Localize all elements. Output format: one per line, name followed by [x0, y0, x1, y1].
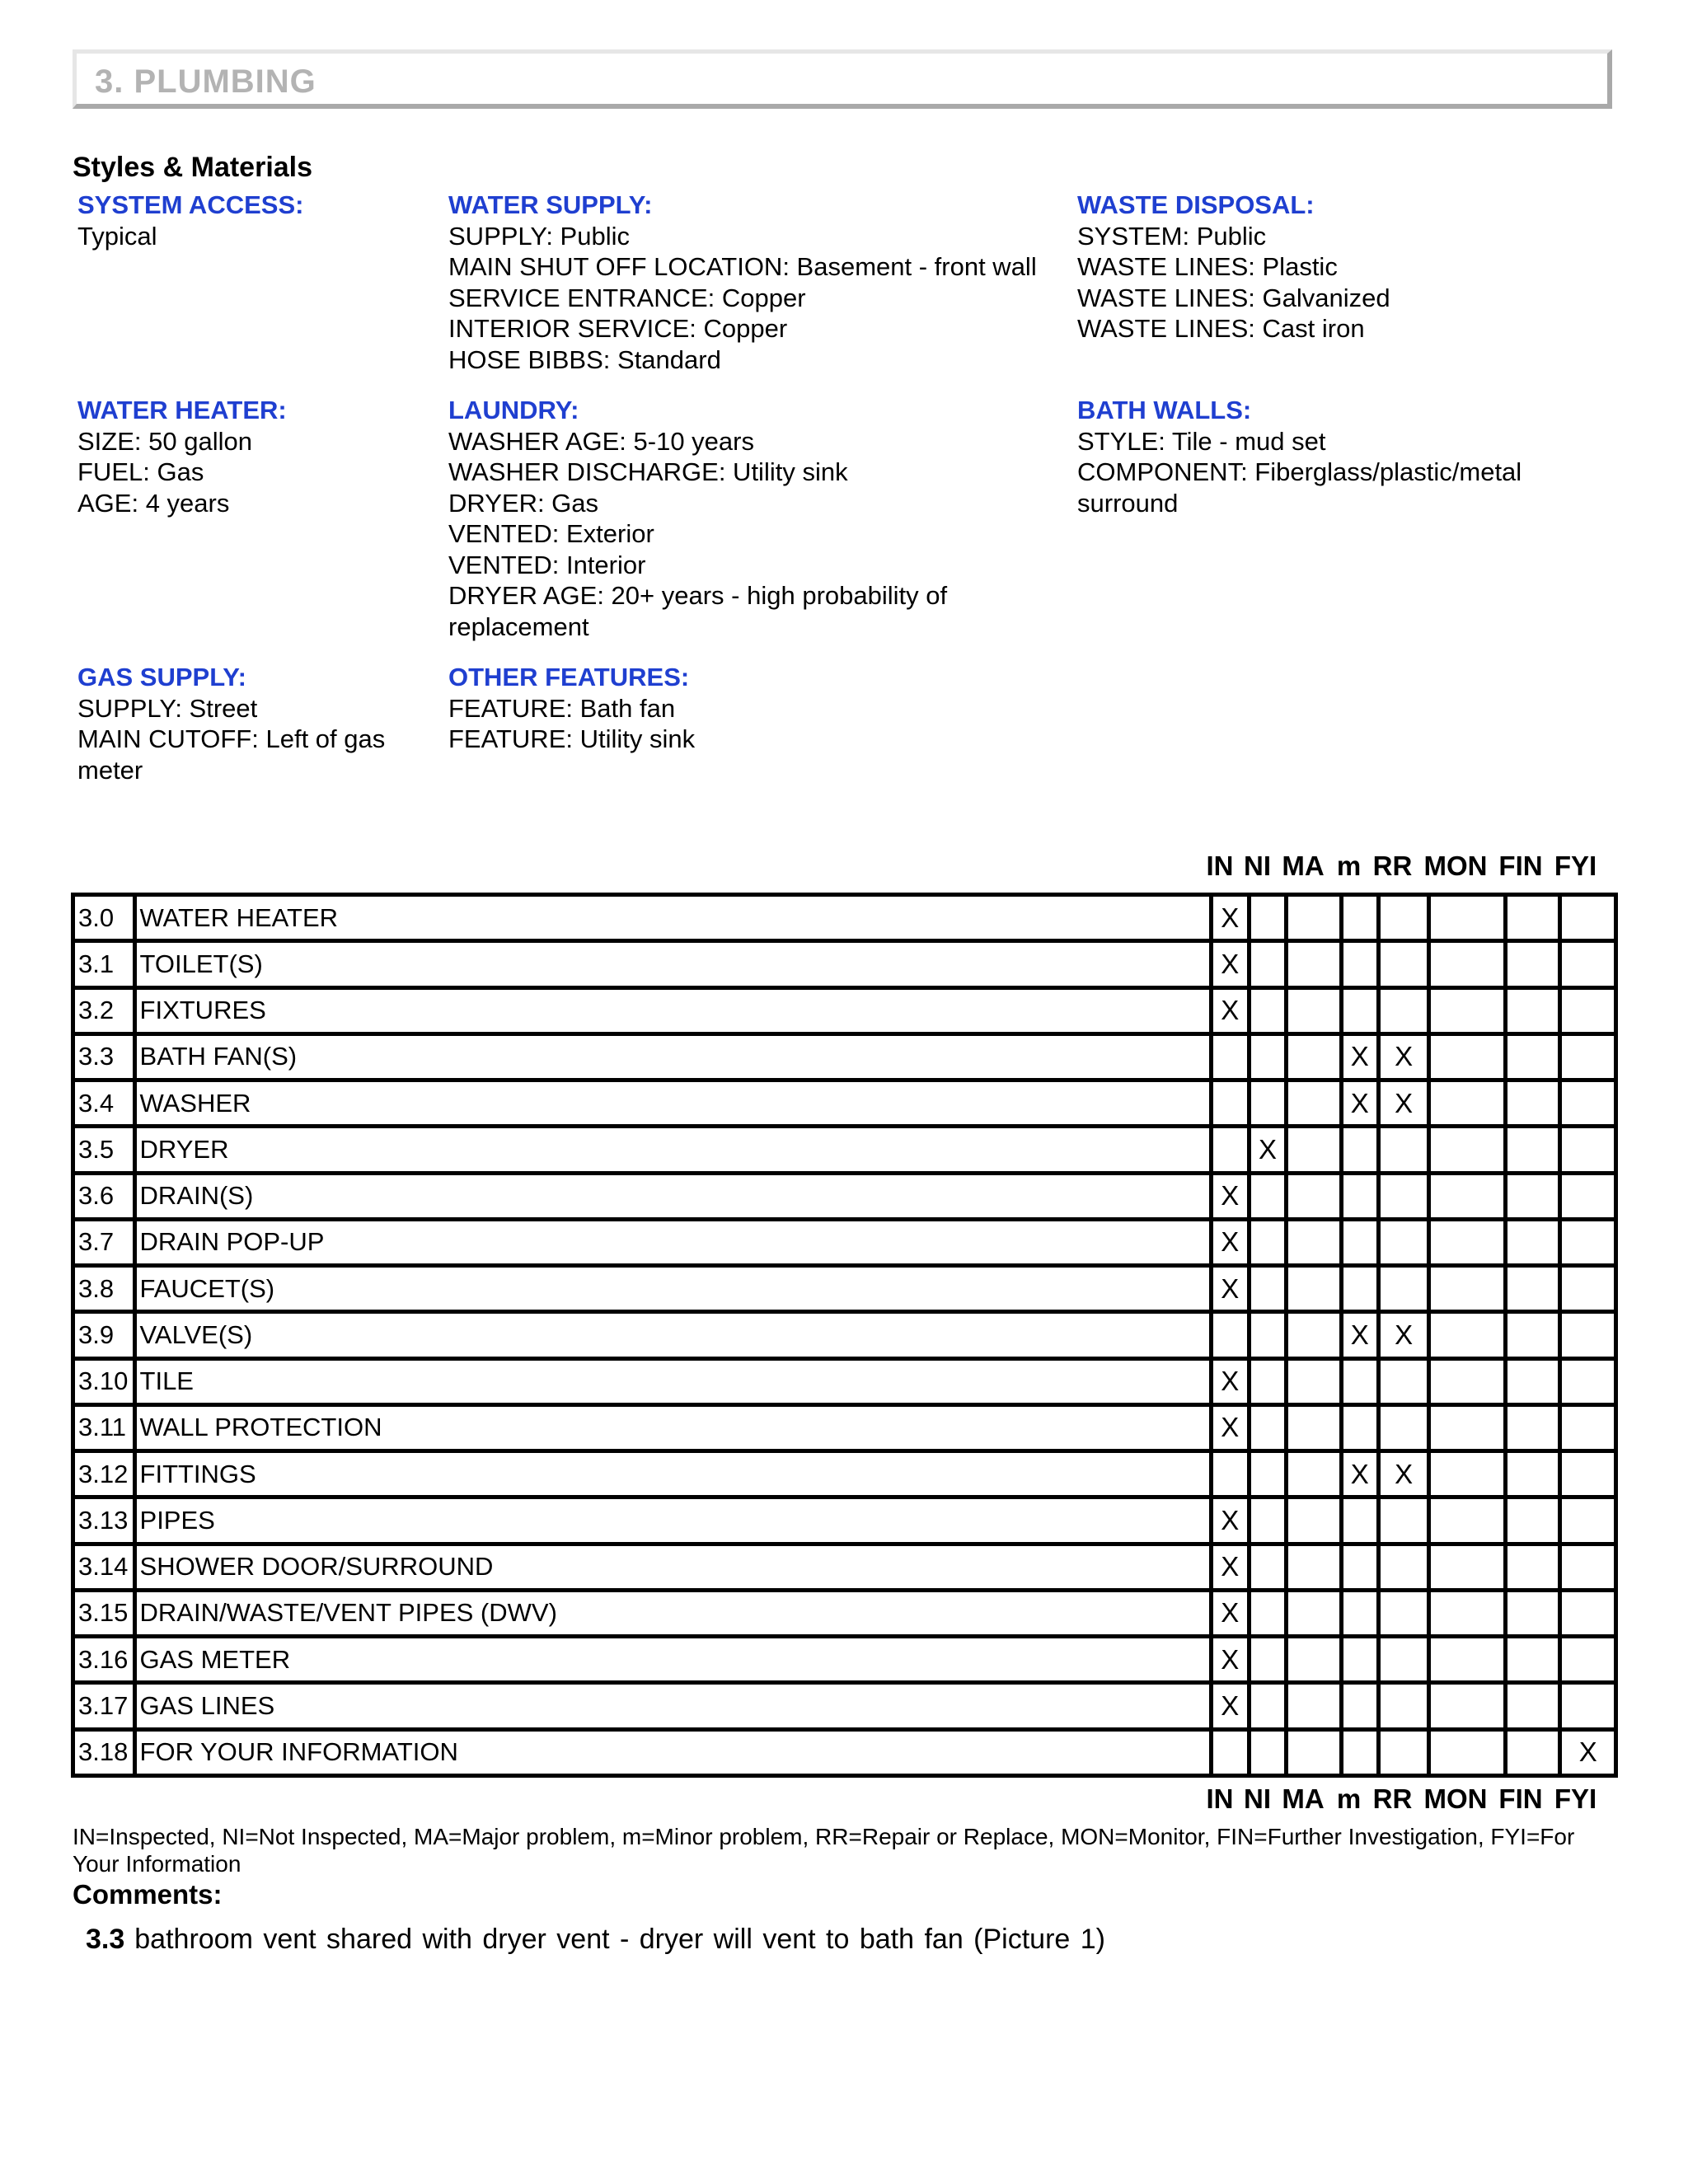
group-line: AGE: 4 years	[77, 488, 230, 518]
mark-cell-in	[1211, 1312, 1249, 1358]
group-title: SYSTEM ACCESS:	[77, 190, 304, 219]
mark-cell-m	[1341, 1729, 1378, 1776]
table-row	[73, 987, 1616, 1033]
mark-cell-ni	[1249, 1080, 1286, 1127]
mark-cell-ma	[1287, 1080, 1341, 1127]
group-line: WASTE LINES: Galvanized	[1077, 283, 1390, 312]
mark-cell-rr	[1378, 1127, 1428, 1173]
table-row	[73, 1312, 1616, 1358]
row-label: DRAIN/WASTE/VENT PIPES (DWV)	[134, 1590, 1211, 1636]
row-label: FAUCET(S)	[134, 1266, 1211, 1312]
mark-cell-ma	[1287, 1312, 1341, 1358]
row-label: VALVE(S)	[134, 1312, 1211, 1358]
mark-cell-fin	[1506, 1497, 1560, 1544]
mark-cell-m	[1341, 1219, 1378, 1265]
group-line: VENTED: Exterior	[448, 519, 654, 548]
mark-cell-fyi	[1560, 1266, 1616, 1312]
mark-cell-ni	[1249, 1033, 1286, 1080]
mark-cell-ma	[1287, 1451, 1341, 1497]
group-line: FEATURE: Utility sink	[448, 724, 696, 753]
group-line: FUEL: Gas	[77, 457, 204, 486]
mark-cell-m: X	[1341, 1033, 1378, 1080]
column-header-rr: RR	[1372, 1783, 1413, 1814]
row-label: FOR YOUR INFORMATION	[134, 1729, 1211, 1776]
row-label: WALL PROTECTION	[134, 1404, 1211, 1451]
mark-cell-ma	[1287, 1173, 1341, 1219]
row-number: 3.9	[73, 1312, 135, 1358]
mark-cell-m	[1341, 1127, 1378, 1173]
mark-cell-mon	[1429, 1033, 1506, 1080]
mark-cell-rr: X	[1378, 1033, 1428, 1080]
column-headers-bottom	[0, 1783, 1688, 1816]
row-label: TOILET(S)	[134, 941, 1211, 987]
group-line: HOSE BIBBS: Standard	[448, 344, 721, 374]
table-row	[73, 1497, 1616, 1544]
mark-cell-fyi	[1560, 1080, 1616, 1127]
mark-cell-ma	[1287, 1127, 1341, 1173]
mark-cell-mon	[1429, 1497, 1506, 1544]
mark-cell-mon	[1429, 941, 1506, 987]
table-row	[73, 1590, 1616, 1636]
mark-cell-ma	[1287, 1033, 1341, 1080]
mark-cell-ma	[1287, 1358, 1341, 1404]
row-number: 3.16	[73, 1637, 135, 1683]
mark-cell-in: X	[1211, 895, 1249, 941]
column-header-fyi: FYI	[1554, 851, 1597, 881]
group-line: STYLE: Tile - mud set	[1077, 426, 1326, 456]
mark-cell-fin	[1506, 1080, 1560, 1127]
row-number: 3.2	[73, 987, 135, 1033]
column-headers-top	[0, 851, 1688, 883]
column-header-ni: NI	[1244, 851, 1271, 881]
column-header-fyi: FYI	[1554, 1783, 1597, 1814]
column-header-in: IN	[1206, 851, 1234, 881]
mark-cell-rr	[1378, 1173, 1428, 1219]
row-label: WASHER	[134, 1080, 1211, 1127]
mark-cell-in	[1211, 1451, 1249, 1497]
row-label: DRAIN(S)	[134, 1173, 1211, 1219]
group-line: SUPPLY: Public	[448, 221, 630, 251]
mark-cell-fin	[1506, 1637, 1560, 1683]
mark-cell-in: X	[1211, 1590, 1249, 1636]
section-header	[73, 49, 1612, 109]
mark-cell-fyi	[1560, 1497, 1616, 1544]
mark-cell-in: X	[1211, 1358, 1249, 1404]
mark-cell-fyi	[1560, 1451, 1616, 1497]
column-header-ma: MA	[1282, 1783, 1325, 1814]
row-number: 3.13	[73, 1497, 135, 1544]
column-header-rr: RR	[1372, 851, 1413, 881]
group-line: DRYER: Gas	[448, 488, 599, 518]
mark-cell-fyi	[1560, 1033, 1616, 1080]
mark-cell-mon	[1429, 1729, 1506, 1776]
mark-cell-fin	[1506, 1683, 1560, 1729]
mark-cell-rr	[1378, 1358, 1428, 1404]
mark-cell-ni	[1249, 941, 1286, 987]
mark-cell-rr	[1378, 1497, 1428, 1544]
mark-cell-ma	[1287, 1497, 1341, 1544]
mark-cell-fin	[1506, 1404, 1560, 1451]
row-label: FIXTURES	[134, 987, 1211, 1033]
group-line: INTERIOR SERVICE: Copper	[448, 314, 788, 343]
table-row	[73, 1637, 1616, 1683]
table-row	[73, 1683, 1616, 1729]
group-title: WATER HEATER:	[77, 396, 287, 424]
mark-cell-fin	[1506, 1544, 1560, 1590]
mark-cell-in: X	[1211, 941, 1249, 987]
mark-cell-fyi	[1560, 1637, 1616, 1683]
inspection-table-body	[73, 895, 1616, 1776]
mark-cell-mon	[1429, 1127, 1506, 1173]
table-row	[73, 1219, 1616, 1265]
mark-cell-ni	[1249, 1729, 1286, 1776]
table-row	[73, 941, 1616, 987]
mark-cell-fin	[1506, 895, 1560, 941]
mark-cell-ma	[1287, 1266, 1341, 1312]
mark-cell-fyi	[1560, 1590, 1616, 1636]
styles-materials-heading: Styles & Materials	[73, 152, 313, 183]
table-row	[73, 1729, 1616, 1776]
group-line: VENTED: Interior	[448, 550, 646, 579]
mark-cell-fin	[1506, 1127, 1560, 1173]
table-row	[73, 1266, 1616, 1312]
mark-cell-in: X	[1211, 987, 1249, 1033]
mark-cell-m	[1341, 1683, 1378, 1729]
group-line: DRYER AGE: 20+ years - high probability of replacement	[448, 581, 948, 641]
mark-cell-fin	[1506, 1173, 1560, 1219]
group-gas-supply	[77, 662, 432, 785]
group-line: WASTE LINES: Plastic	[1077, 252, 1338, 281]
mark-cell-fyi	[1560, 1404, 1616, 1451]
row-number: 3.5	[73, 1127, 135, 1173]
mark-cell-m	[1341, 895, 1378, 941]
mark-cell-in: X	[1211, 1497, 1249, 1544]
mark-cell-ma	[1287, 1219, 1341, 1265]
mark-cell-ma	[1287, 895, 1341, 941]
mark-cell-fyi	[1560, 1127, 1616, 1173]
group-water-heater	[77, 395, 424, 518]
mark-cell-in: X	[1211, 1404, 1249, 1451]
row-number: 3.14	[73, 1544, 135, 1590]
mark-cell-ni	[1249, 1358, 1286, 1404]
mark-cell-ni	[1249, 1590, 1286, 1636]
comment-text: bathroom vent shared with dryer vent - dryer will vent to bath fan (Picture 1)	[134, 1924, 1105, 1955]
group-title: WATER SUPPLY:	[448, 190, 653, 219]
mark-cell-rr	[1378, 895, 1428, 941]
mark-cell-fyi: X	[1560, 1729, 1616, 1776]
mark-cell-fin	[1506, 1033, 1560, 1080]
mark-cell-mon	[1429, 1080, 1506, 1127]
mark-cell-in	[1211, 1729, 1249, 1776]
group-line: WASTE LINES: Cast iron	[1077, 314, 1365, 343]
mark-cell-mon	[1429, 1404, 1506, 1451]
mark-cell-in	[1211, 1080, 1249, 1127]
mark-cell-in: X	[1211, 1266, 1249, 1312]
mark-cell-mon	[1429, 1590, 1506, 1636]
mark-cell-fin	[1506, 1590, 1560, 1636]
mark-cell-fin	[1506, 941, 1560, 987]
mark-cell-mon	[1429, 1451, 1506, 1497]
mark-cell-fyi	[1560, 1544, 1616, 1590]
group-line: MAIN SHUT OFF LOCATION: Basement - front wall	[448, 252, 1037, 281]
row-number: 3.7	[73, 1219, 135, 1265]
mark-cell-fyi	[1560, 941, 1616, 987]
group-line: Typical	[77, 221, 157, 251]
table-row	[73, 1544, 1616, 1590]
mark-cell-m: X	[1341, 1451, 1378, 1497]
row-label: DRAIN POP-UP	[134, 1219, 1211, 1265]
mark-cell-rr	[1378, 987, 1428, 1033]
mark-cell-ni	[1249, 1173, 1286, 1219]
mark-cell-rr	[1378, 1683, 1428, 1729]
mark-cell-ni	[1249, 1637, 1286, 1683]
mark-cell-m: X	[1341, 1312, 1378, 1358]
group-title: LAUNDRY:	[448, 396, 579, 424]
group-line: SIZE: 50 gallon	[77, 426, 252, 456]
table-row	[73, 1358, 1616, 1404]
column-header-mon: MON	[1423, 1783, 1488, 1814]
comments-title: Comments:	[73, 1879, 223, 1910]
mark-cell-ma	[1287, 941, 1341, 987]
table-row	[73, 895, 1616, 941]
mark-cell-m	[1341, 987, 1378, 1033]
mark-cell-ma	[1287, 1404, 1341, 1451]
group-laundry	[448, 395, 992, 642]
mark-cell-rr	[1378, 941, 1428, 987]
mark-cell-ni	[1249, 1451, 1286, 1497]
mark-cell-ma	[1287, 1590, 1341, 1636]
mark-cell-fin	[1506, 1358, 1560, 1404]
mark-cell-ni	[1249, 1266, 1286, 1312]
group-title: WASTE DISPOSAL:	[1077, 190, 1315, 219]
group-other-features	[448, 662, 992, 755]
mark-cell-rr	[1378, 1590, 1428, 1636]
inspection-table	[71, 893, 1618, 1778]
mark-cell-rr: X	[1378, 1451, 1428, 1497]
mark-cell-ni	[1249, 987, 1286, 1033]
mark-cell-rr	[1378, 1219, 1428, 1265]
row-label: FITTINGS	[134, 1451, 1211, 1497]
mark-cell-ni	[1249, 1544, 1286, 1590]
group-line: WASHER AGE: 5-10 years	[448, 426, 754, 456]
mark-cell-rr	[1378, 1266, 1428, 1312]
table-row	[73, 1127, 1616, 1173]
row-number: 3.10	[73, 1358, 135, 1404]
mark-cell-ni	[1249, 1312, 1286, 1358]
mark-cell-rr	[1378, 1544, 1428, 1590]
mark-cell-mon	[1429, 1173, 1506, 1219]
mark-cell-fyi	[1560, 1312, 1616, 1358]
group-line: SYSTEM: Public	[1077, 221, 1267, 251]
comment-item	[86, 1924, 1105, 1956]
mark-cell-ni	[1249, 895, 1286, 941]
column-header-fin: FIN	[1498, 851, 1543, 881]
column-header-fin: FIN	[1498, 1783, 1543, 1814]
group-line: FEATURE: Bath fan	[448, 693, 676, 723]
column-header-ni: NI	[1244, 1783, 1271, 1814]
mark-cell-fyi	[1560, 1683, 1616, 1729]
row-number: 3.12	[73, 1451, 135, 1497]
mark-cell-in	[1211, 1127, 1249, 1173]
mark-cell-in: X	[1211, 1544, 1249, 1590]
mark-cell-m	[1341, 1266, 1378, 1312]
group-line: COMPONENT: Fiberglass/plastic/metal surround	[1077, 457, 1522, 518]
group-title: OTHER FEATURES:	[448, 663, 690, 691]
comment-number: 3.3	[86, 1924, 125, 1955]
mark-cell-ni: X	[1249, 1127, 1286, 1173]
table-row	[73, 1033, 1616, 1080]
row-number: 3.17	[73, 1683, 135, 1729]
column-header-m: m	[1336, 1783, 1362, 1814]
table-row	[73, 1404, 1616, 1451]
row-number: 3.1	[73, 941, 135, 987]
mark-cell-ma	[1287, 1544, 1341, 1590]
mark-cell-in: X	[1211, 1637, 1249, 1683]
group-line: WASHER DISCHARGE: Utility sink	[448, 457, 848, 486]
row-number: 3.3	[73, 1033, 135, 1080]
mark-cell-fin	[1506, 1451, 1560, 1497]
mark-cell-rr	[1378, 1637, 1428, 1683]
mark-cell-mon	[1429, 1637, 1506, 1683]
mark-cell-m	[1341, 1590, 1378, 1636]
mark-cell-m	[1341, 1404, 1378, 1451]
mark-cell-in: X	[1211, 1173, 1249, 1219]
mark-cell-rr	[1378, 1404, 1428, 1451]
mark-cell-ni	[1249, 1497, 1286, 1544]
mark-cell-fyi	[1560, 895, 1616, 941]
group-title: BATH WALLS:	[1077, 396, 1252, 424]
row-number: 3.4	[73, 1080, 135, 1127]
row-number: 3.6	[73, 1173, 135, 1219]
legend-text: IN=Inspected, NI=Not Inspected, MA=Major problem, m=Minor problem, RR=Repair or Replace, MON=Monitor, FIN=Further Investigation, FYI=For Your Information	[73, 1824, 1575, 1877]
table-row	[73, 1080, 1616, 1127]
group-line: SUPPLY: Street	[77, 693, 258, 723]
row-number: 3.0	[73, 895, 135, 941]
row-number: 3.8	[73, 1266, 135, 1312]
row-label: PIPES	[134, 1497, 1211, 1544]
mark-cell-rr	[1378, 1729, 1428, 1776]
mark-cell-in: X	[1211, 1683, 1249, 1729]
column-header-ma: MA	[1282, 851, 1325, 881]
mark-cell-m	[1341, 1497, 1378, 1544]
mark-cell-rr: X	[1378, 1080, 1428, 1127]
mark-cell-ni	[1249, 1219, 1286, 1265]
mark-cell-fyi	[1560, 1358, 1616, 1404]
mark-cell-fin	[1506, 1729, 1560, 1776]
mark-cell-fyi	[1560, 1219, 1616, 1265]
group-system-access	[77, 190, 424, 251]
mark-cell-m	[1341, 1637, 1378, 1683]
row-label: GAS LINES	[134, 1683, 1211, 1729]
table-row	[73, 1173, 1616, 1219]
column-header-in: IN	[1206, 1783, 1234, 1814]
mark-cell-m	[1341, 1173, 1378, 1219]
mark-cell-fin	[1506, 1219, 1560, 1265]
mark-cell-mon	[1429, 1683, 1506, 1729]
mark-cell-in: X	[1211, 1219, 1249, 1265]
group-water-supply	[448, 190, 1075, 375]
mark-cell-fin	[1506, 987, 1560, 1033]
mark-cell-fyi	[1560, 1173, 1616, 1219]
table-row	[73, 1451, 1616, 1497]
row-number: 3.15	[73, 1590, 135, 1636]
mark-cell-ma	[1287, 1683, 1341, 1729]
mark-cell-ma	[1287, 1729, 1341, 1776]
group-waste-disposal	[1077, 190, 1605, 344]
mark-cell-m	[1341, 1358, 1378, 1404]
mark-cell-mon	[1429, 895, 1506, 941]
row-label: SHOWER DOOR/SURROUND	[134, 1544, 1211, 1590]
row-label: BATH FAN(S)	[134, 1033, 1211, 1080]
group-bath-walls	[1077, 395, 1597, 518]
group-line: MAIN CUTOFF: Left of gas meter	[77, 724, 386, 785]
group-line: SERVICE ENTRANCE: Copper	[448, 283, 806, 312]
mark-cell-ni	[1249, 1683, 1286, 1729]
mark-cell-m	[1341, 1544, 1378, 1590]
mark-cell-mon	[1429, 1544, 1506, 1590]
mark-cell-ni	[1249, 1404, 1286, 1451]
mark-cell-fin	[1506, 1266, 1560, 1312]
mark-cell-mon	[1429, 1358, 1506, 1404]
mark-cell-mon	[1429, 1266, 1506, 1312]
row-label: WATER HEATER	[134, 895, 1211, 941]
mark-cell-m: X	[1341, 1080, 1378, 1127]
group-title: GAS SUPPLY:	[77, 663, 246, 691]
column-header-mon: MON	[1423, 851, 1488, 881]
mark-cell-rr: X	[1378, 1312, 1428, 1358]
mark-cell-ma	[1287, 1637, 1341, 1683]
mark-cell-fin	[1506, 1312, 1560, 1358]
mark-cell-mon	[1429, 987, 1506, 1033]
mark-cell-fyi	[1560, 987, 1616, 1033]
section-title: 3. PLUMBING	[95, 63, 316, 100]
mark-cell-mon	[1429, 1312, 1506, 1358]
row-label: DRYER	[134, 1127, 1211, 1173]
row-number: 3.18	[73, 1729, 135, 1776]
row-label: GAS METER	[134, 1637, 1211, 1683]
mark-cell-m	[1341, 941, 1378, 987]
column-header-m: m	[1336, 851, 1362, 881]
row-label: TILE	[134, 1358, 1211, 1404]
mark-cell-ma	[1287, 987, 1341, 1033]
row-number: 3.11	[73, 1404, 135, 1451]
mark-cell-in	[1211, 1033, 1249, 1080]
mark-cell-mon	[1429, 1219, 1506, 1265]
